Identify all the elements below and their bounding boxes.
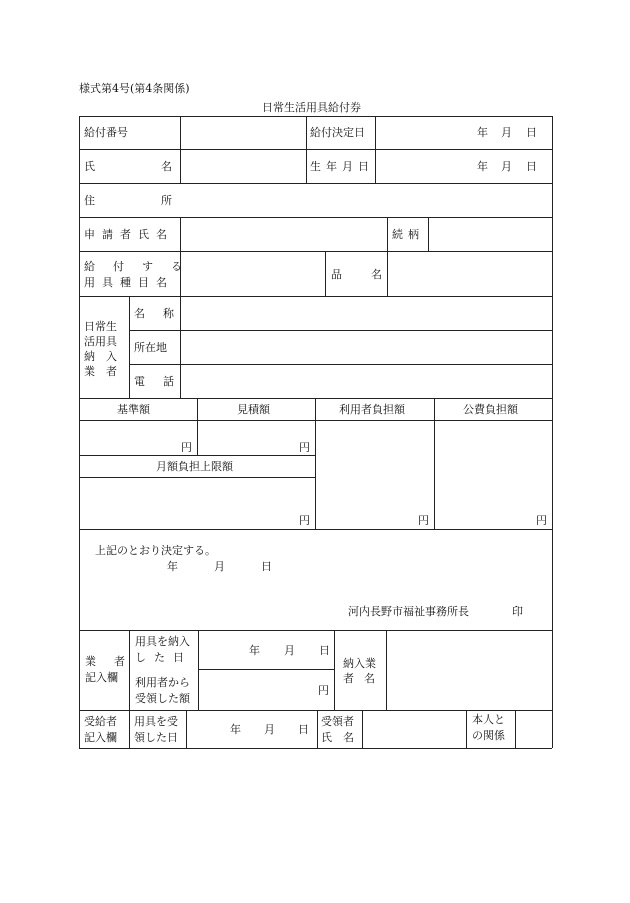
label-receiver-2: 氏名 [321,731,365,744]
delivered-month: 月 [284,644,295,657]
label-nounyu: 納入 [84,350,128,363]
shinseisha-field[interactable] [181,218,387,251]
label-gyosha: 業者 [84,365,128,378]
yen-mitsumorigaku: 円 [299,441,310,454]
label-shimei: 氏名 [84,160,238,173]
label-gyosha-section: 業者 [85,655,143,668]
header-riyosha-futan: 利用者負担額 [339,403,405,416]
label-shinseisha-shimei: 申請者氏名 [84,228,174,241]
hinmei-field[interactable] [388,252,551,296]
jusho-field[interactable] [181,184,551,217]
label-receiver-1: 受領者 [321,715,354,728]
shimei-field[interactable] [181,150,306,183]
relationship-field[interactable] [516,711,551,748]
yen-kijungaku: 円 [181,441,192,454]
yen-monthly-cap: 円 [299,514,310,527]
yen-received: 円 [318,684,329,697]
label-zokugara: 続柄 [392,228,424,241]
label-received-amount-1: 利用者から [135,676,190,689]
label-katsuyogu: 活用具 [84,335,117,348]
label-monthly-cap: 月額負担上限額 [156,460,233,473]
label-kyufu-kettei-bi: 給付決定日 [310,126,365,139]
day-label: 日 [526,126,537,139]
received-month: 月 [264,723,275,736]
issuer-name: 河内長野市福祉事務所長 [348,605,469,618]
decision-year: 年 [167,560,178,573]
day-label: 日 [526,160,537,173]
label-vendor-name-2: 者名 [343,672,385,685]
received-day: 日 [298,723,309,736]
delivered-day: 日 [319,644,330,657]
label-denwa: 電話 [134,375,192,388]
label-delivered-1: 用具を納入 [135,635,190,648]
label-received-amount-2: 受領した額 [135,692,190,705]
label-relationship-2: の関係 [472,729,505,742]
header-kijungaku: 基準額 [117,403,150,416]
header-kohi-futan: 公費負担額 [463,403,518,416]
label-meisho: 名称 [134,307,192,320]
label-jukyusha: 受給者 [84,715,117,728]
label-kyufu-suru: 給付する [84,260,200,273]
delivered-year: 年 [249,644,260,657]
form-number: 様式第4号(第4条関係) [79,82,190,95]
label-jusho: 住所 [84,194,238,207]
decision-day: 日 [261,560,272,573]
seal-mark: 印 [512,605,523,618]
label-recipient-kinyuran: 記入欄 [84,731,117,744]
label-seinengappi: 生年月日 [310,160,374,173]
decision-month: 月 [214,560,225,573]
received-year: 年 [230,723,241,736]
vendor-name-field[interactable] [387,631,551,710]
shozaichi-field[interactable] [181,331,551,364]
month-label: 月 [501,160,512,173]
label-yogu-shumoku: 用具種目名 [84,276,174,289]
yen-kohi-futan: 円 [536,514,547,527]
yogu-shumoku-field[interactable] [181,252,325,296]
label-hinmei: 品名 [331,268,411,281]
kyufu-bango-field[interactable] [181,117,306,149]
label-vendor-name-1: 納入業 [343,657,376,670]
header-mitsumorigaku: 見積額 [237,403,270,416]
label-kyufu-bango: 給付番号 [84,126,128,139]
label-relationship-1: 本人と [472,713,505,726]
month-label: 月 [501,126,512,139]
label-received-date-1: 用具を受 [134,715,178,728]
year-label: 年 [477,160,488,173]
label-delivered-2: した日 [135,651,192,664]
label-received-date-2: 領した日 [134,731,178,744]
year-label: 年 [477,126,488,139]
form-title: 日常生活用具給付券 [262,101,361,114]
zokugara-field[interactable] [429,218,551,251]
label-shozaichi: 所在地 [134,341,167,354]
decision-statement: 上記のとおり決定する。 [95,544,216,557]
denwa-field[interactable] [181,365,551,398]
yen-riyosha-futan: 円 [418,514,429,527]
label-nichijo: 日常生 [84,320,117,333]
receiver-name-field[interactable] [363,711,466,748]
meisho-field[interactable] [181,297,551,330]
label-kinyuran: 記入欄 [85,671,118,684]
